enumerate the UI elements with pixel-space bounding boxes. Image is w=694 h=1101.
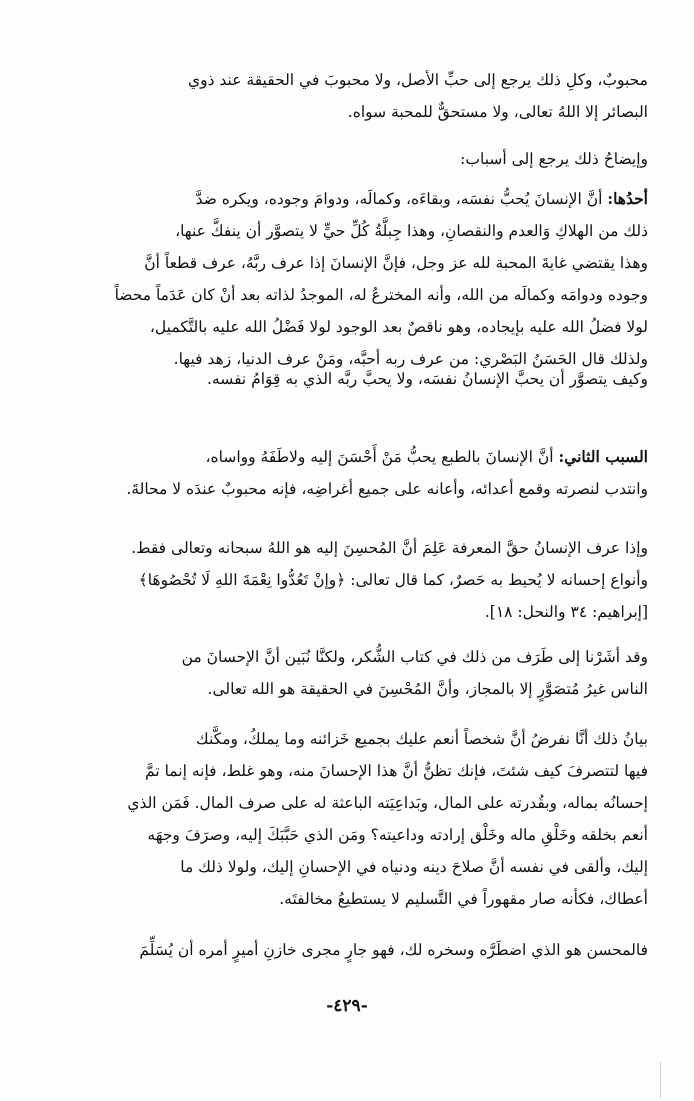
paragraph-line: محبوبٌ، وكلِ ذلك يرجع إلى حبِّ الأصل، ولا محبوبَ في الحقيقة عند ذوي bbox=[187, 71, 648, 89]
paragraph-line: ولذلك قال الحَسَنُ البَصْري: من عرف ربه أحبَّه، ومَنْ عرف الدنيا، زهد فيها. bbox=[173, 350, 648, 368]
paragraph-second-reason bbox=[60, 441, 648, 505]
paragraph-line: أعطاك، فكأنه صار مقهوراً في التَّسليم لا يستطيعُ مخالفتَه. bbox=[279, 890, 648, 908]
page-number: -٤٢٩- bbox=[326, 996, 368, 1016]
paragraph-line: وهذا يقتضي غايةَ المحبة لله عز وجل، فإنَّ الإنسانَ إذا عرف ربَّهُ، عرف قطعاً أنَّ bbox=[144, 254, 648, 272]
paragraph-line-first bbox=[60, 441, 648, 473]
paragraph-line-text: أنَّ الإنسانَ يُحبُّ نفسَه، وبقاءَه، وكمالَه، ودوامَ وجوده، ويكره ضدَّ bbox=[195, 190, 603, 208]
paragraph-line: وجوده ودوامَه وكمالَه من الله، وأنه المخترعُ له، الموجدُ لذاته بعد أنْ كان عَدَماً محضاً bbox=[114, 286, 648, 304]
paragraph-line: لولا فضلُ الله عليه بإيجاده، وهو ناقصٌ بعد الوجود لولا فَضْلُ الله عليه بالتَّكميل، bbox=[149, 318, 648, 336]
paragraph-line: ذلك من الهلاكِ وَالعدم والنقصانِ، وهذا جِبلَّةُ كُلِّ حيٍّ لا يتصوَّر أن ينفكَّ عنها، bbox=[175, 222, 648, 240]
paragraph-1 bbox=[60, 64, 648, 128]
paragraph-line: أنعم بخلقه وخَلْقِ ماله وخَلْق إرادته وداعيته؟ ومَن الذي حَبَّبَكَ إليه، وصرَفَ وجهَه bbox=[147, 826, 648, 844]
paragraph-line: إليك، وألقى في نفسه أنَّ صلاحَ دينه ودنياه في الإحسانِ إليك، ولولا ذلك ما bbox=[180, 858, 648, 876]
paragraph-line-text: أنَّ الإنسانَ بالطبع يحبُّ مَنْ أَحْسَنَ إليه ولاطَفَهُ وواساه، bbox=[205, 448, 554, 466]
paragraph-line: فيها لتتصرفَ كيف شئتَ، فإنك تظنُّ أنَّ هذا الإحسانَ منه، وهو غلط، فإنه إنما تمَّ bbox=[145, 762, 648, 780]
paragraph-7 bbox=[60, 641, 648, 705]
paragraph-line: وإذا عرف الإنسانُ حقَّ المعرفة عَلِمَ أنَّ المُحسِنَ إليه هو اللهُ سبحانه وتعالى فقط. bbox=[131, 539, 648, 557]
paragraph-8 bbox=[60, 723, 648, 915]
paragraph-line: فالمحسن هو الذي اضطَرَّه وسخره لك، فهو جارٍ مجرى خازنِ أميرٍ أمره أن يُسَلِّمَ bbox=[139, 941, 648, 959]
paragraph-line: [إبراهيم: ٣٤ والنحل: ١٨]. bbox=[484, 603, 648, 621]
paragraph-4 bbox=[60, 363, 648, 395]
paragraph-2 bbox=[60, 143, 648, 175]
paragraph-line: وأنواع إحسانه لا يُحيط به حَصرٌ، كما قال تعالى: ﴿وإنْ تَعُدُّوا نِعْمَةَ اللهِ لَا تُحْصُوهَا﴾ bbox=[138, 571, 648, 589]
paragraph-line: وإيضاحُ ذلك يرجع إلى أسباب: bbox=[460, 150, 648, 168]
paragraph-line: وانتدب لنصرته وقمع أعدائه، وأعانه على جميع أغراضِه، فإنه محبوبٌ عندَه لا محالةَ. bbox=[126, 480, 648, 498]
paragraph-lead: السبب الثاني: bbox=[558, 447, 648, 466]
paragraph-6 bbox=[60, 532, 648, 628]
paragraph-line: إحسانُه بماله، وبقُدرته على المال، وبَداعِيَته الباعثة له على صرف المال. فَمَن الذي bbox=[127, 794, 648, 812]
paragraph-line: الناس غيرُ مُتصَوَّرٍ إلا بالمجاز، وأنَّ المُحْسِنَ في الحقيقة هو الله تعالى. bbox=[207, 680, 648, 698]
page-edge-mark bbox=[660, 1062, 661, 1098]
paragraph-line: وقد أشَرْنا إلى طَرَف من ذلك في كتاب الشُّكر، ولكنَّا نُبَين أنَّ الإحسانَ من bbox=[181, 648, 648, 666]
paragraph-9 bbox=[60, 934, 648, 966]
paragraph-line-first bbox=[60, 183, 648, 215]
paragraph-first-reason bbox=[60, 183, 648, 375]
paragraph-line: بيانُ ذلك أنَّا نفرضُ أنَّ شخصاً أنعم عليك بجميع خَزائنه وما يملكُ، ومكَّنك bbox=[195, 730, 648, 748]
paragraph-line: وكيف يتصوَّر أن يحبَّ الإنسانُ نفسَه، ولا يحبَّ ربَّه الذي به قِوَامُ نفسه. bbox=[207, 370, 648, 388]
paragraph-line: البصائر إلا اللهُ تعالى، ولا مستحقٌّ للمحبة سواه. bbox=[347, 103, 648, 121]
paragraph-lead: أحدُها: bbox=[607, 189, 648, 208]
